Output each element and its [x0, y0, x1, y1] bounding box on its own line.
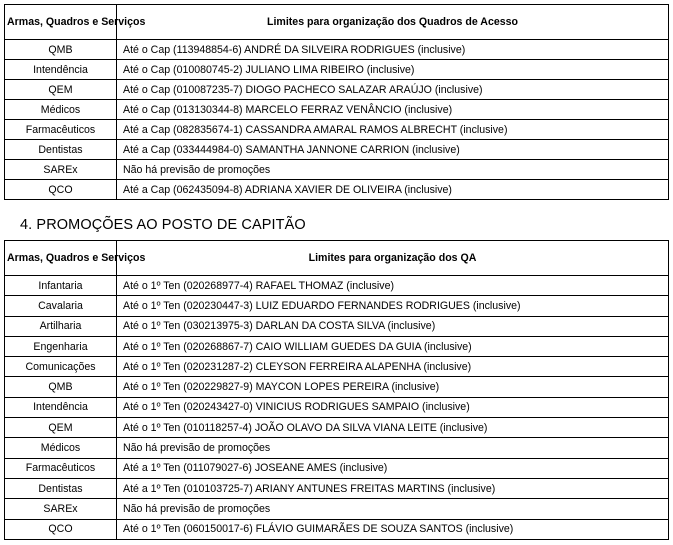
table-row: [5, 100, 669, 120]
row-category: QMB: [5, 40, 117, 60]
row-category: Médicos: [5, 438, 117, 458]
row-category: QCO: [5, 519, 117, 539]
access-table-quadros: [4, 4, 669, 200]
row-category: Médicos: [5, 100, 117, 120]
row-limit: Até a 1º Ten (011079027-6) JOSEANE AMES (inclusive): [117, 458, 669, 478]
table-row: [5, 478, 669, 498]
row-category: Artilharia: [5, 316, 117, 336]
row-category: Comunicações: [5, 357, 117, 377]
row-limit: Até a Cap (062435094-8) ADRIANA XAVIER DE OLIVEIRA (inclusive): [117, 180, 669, 200]
table-row: [5, 377, 669, 397]
row-limit: Até a Cap (082835674-1) CASSANDRA AMARAL RAMOS ALBRECHT (inclusive): [117, 120, 669, 140]
table-row: [5, 80, 669, 100]
table-row: [5, 519, 669, 539]
table-row: [5, 140, 669, 160]
row-limit: Até o Cap (010087235-7) DIOGO PACHECO SALAZAR ARAÚJO (inclusive): [117, 80, 669, 100]
row-limit: Até o Cap (013130344-8) MARCELO FERRAZ VENÂNCIO (inclusive): [117, 100, 669, 120]
table-row: [5, 438, 669, 458]
table-header-row: [5, 5, 669, 40]
table-row: [5, 160, 669, 180]
row-limit: Até o Cap (010080745-2) JULIANO LIMA RIBEIRO (inclusive): [117, 60, 669, 80]
row-category: SAREx: [5, 160, 117, 180]
table-row: [5, 296, 669, 316]
row-category: QEM: [5, 80, 117, 100]
row-category: Infantaria: [5, 276, 117, 296]
table-row: [5, 418, 669, 438]
table-row: [5, 458, 669, 478]
row-limit: Até o 1º Ten (020231287-2) CLEYSON FERREIRA ALAPENHA (inclusive): [117, 357, 669, 377]
row-category: QEM: [5, 418, 117, 438]
row-limit: Até o 1º Ten (030213975-3) DARLAN DA COSTA SILVA (inclusive): [117, 316, 669, 336]
table-row: [5, 336, 669, 356]
row-category: Dentistas: [5, 478, 117, 498]
header-limites: Limites para organização dos Quadros de Acesso: [117, 5, 669, 40]
promotions-captain-table: [4, 240, 669, 540]
row-limit: Até o 1º Ten (020229827-9) MAYCON LOPES PEREIRA (inclusive): [117, 377, 669, 397]
table-row: [5, 316, 669, 336]
row-category: Intendência: [5, 60, 117, 80]
table-row: [5, 357, 669, 377]
row-category: QCO: [5, 180, 117, 200]
row-category: Engenharia: [5, 336, 117, 356]
table-row: [5, 40, 669, 60]
row-category: Farmacêuticos: [5, 458, 117, 478]
table-row: [5, 60, 669, 80]
table-row: [5, 120, 669, 140]
row-limit: Até o 1º Ten (010118257-4) JOÃO OLAVO DA SILVA VIANA LEITE (inclusive): [117, 418, 669, 438]
row-limit: Até a 1º Ten (010103725-7) ARIANY ANTUNES FREITAS MARTINS (inclusive): [117, 478, 669, 498]
row-limit: Não há previsão de promoções: [117, 499, 669, 519]
header-armas: Armas, Quadros e Serviços: [5, 5, 117, 40]
header-armas: Armas, Quadros e Serviços: [5, 241, 117, 276]
row-category: Cavalaria: [5, 296, 117, 316]
row-limit: Até o 1º Ten (060150017-6) FLÁVIO GUIMARÃES DE SOUZA SANTOS (inclusive): [117, 519, 669, 539]
row-limit: Até a Cap (033444984-0) SAMANTHA JANNONE CARRION (inclusive): [117, 140, 669, 160]
table-row: [5, 276, 669, 296]
table-row: [5, 180, 669, 200]
row-limit: Não há previsão de promoções: [117, 438, 669, 458]
section-title: 4. PROMOÇÕES AO POSTO DE CAPITÃO: [20, 217, 306, 233]
row-limit: Até o 1º Ten (020243427-0) VINICIUS RODRIGUES SAMPAIO (inclusive): [117, 397, 669, 417]
row-limit: Até o 1º Ten (020268977-4) RAFAEL THOMAZ (inclusive): [117, 276, 669, 296]
row-category: SAREx: [5, 499, 117, 519]
row-limit: Até o 1º Ten (020230447-3) LUIZ EDUARDO FERNANDES RODRIGUES (inclusive): [117, 296, 669, 316]
row-category: Dentistas: [5, 140, 117, 160]
table-row: [5, 499, 669, 519]
header-limites: Limites para organização dos QA: [117, 241, 669, 276]
table-header-row: [5, 241, 669, 276]
row-limit: Não há previsão de promoções: [117, 160, 669, 180]
row-category: Intendência: [5, 397, 117, 417]
row-limit: Até o 1º Ten (020268867-7) CAIO WILLIAM GUEDES DA GUIA (inclusive): [117, 336, 669, 356]
row-limit: Até o Cap (113948854-6) ANDRÉ DA SILVEIRA RODRIGUES (inclusive): [117, 40, 669, 60]
table-row: [5, 397, 669, 417]
row-category: QMB: [5, 377, 117, 397]
row-category: Farmacêuticos: [5, 120, 117, 140]
